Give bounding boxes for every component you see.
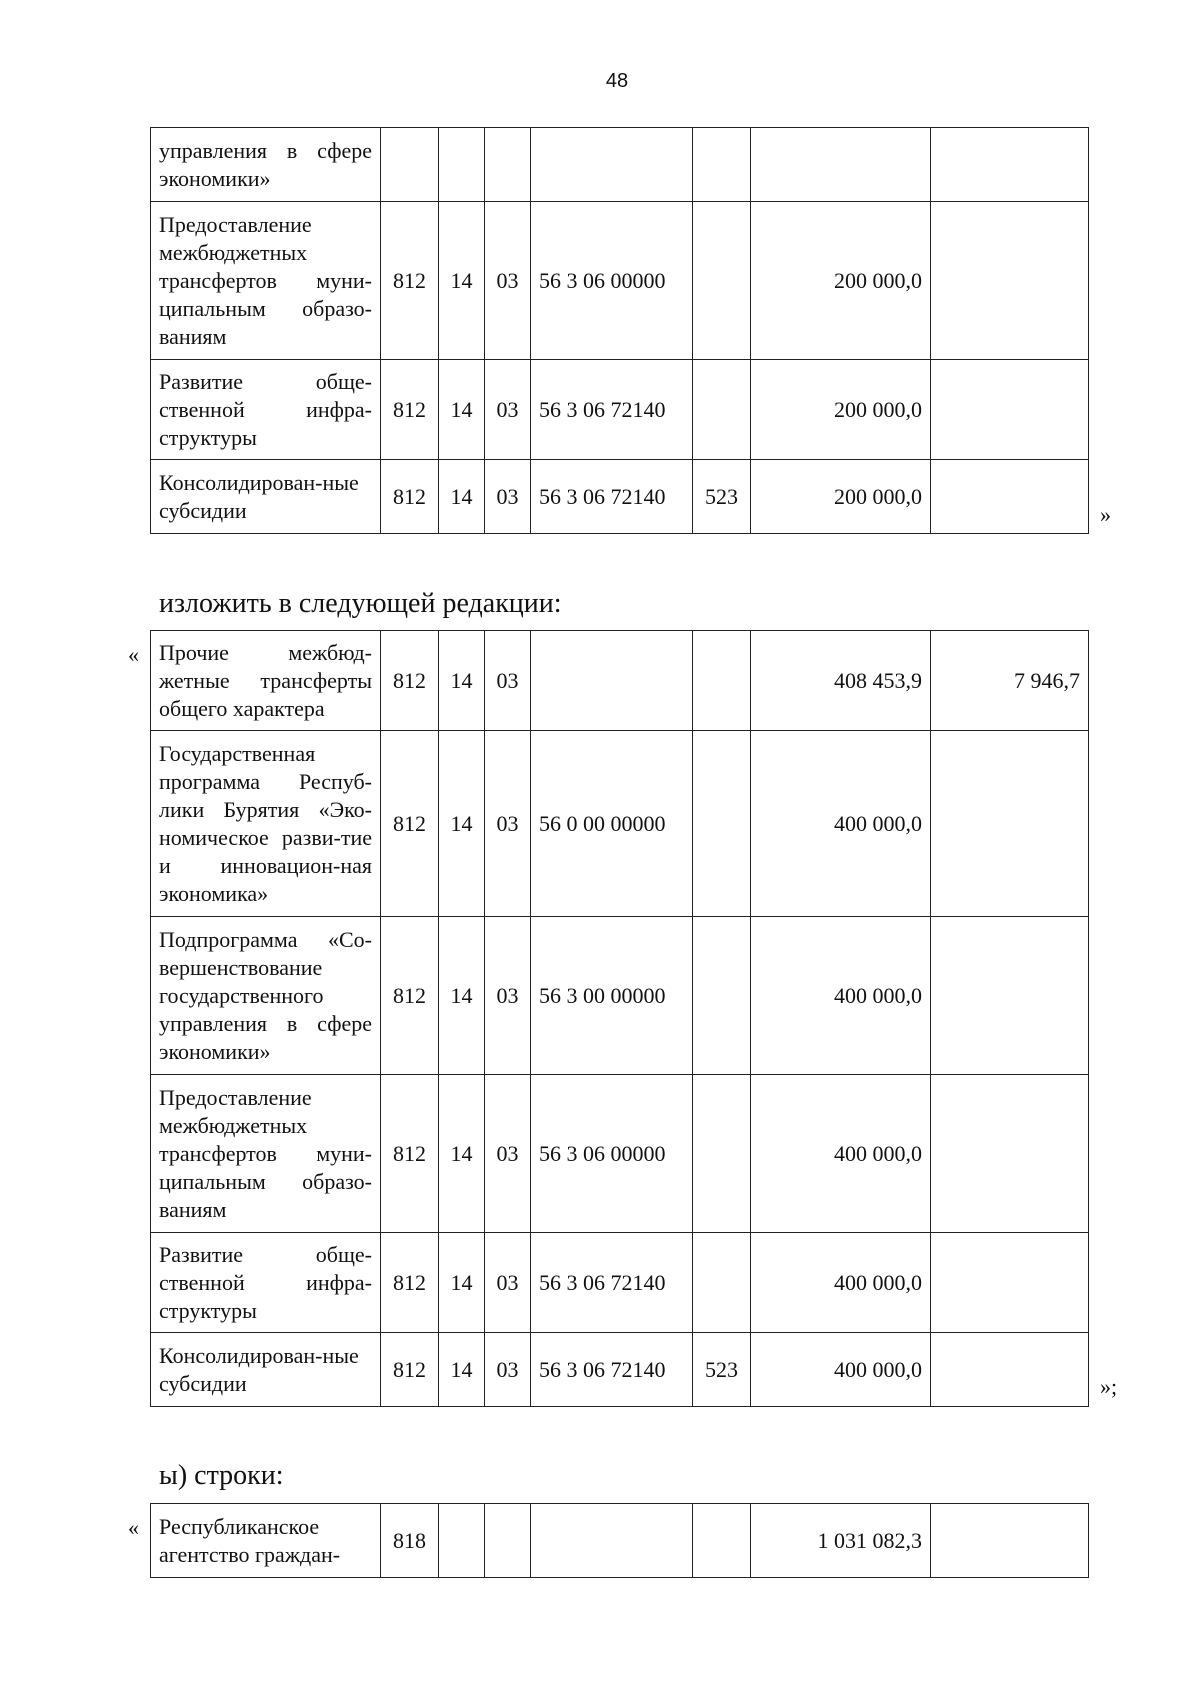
cell-vr: 523 [693, 1333, 751, 1407]
cell-ved: 818 [381, 1504, 439, 1578]
cell-vr [693, 360, 751, 460]
row-name: Государственная программа Респуб-лики Бурятия «Эко-номическое разви-тие и инновацион-ная экономика» [151, 731, 381, 917]
table-row [151, 1333, 1089, 1407]
row-name: Предоставление межбюджетных трансфертов муни-ципальным образо-ваниям [151, 202, 381, 360]
cell-pr: 03 [485, 460, 531, 534]
cell-sum [751, 128, 931, 202]
cell-csr: 56 3 06 00000 [531, 1075, 693, 1233]
cell-sum: 408 453,9 [751, 631, 931, 731]
cell-ved: 812 [381, 917, 439, 1075]
section-heading-rows: ы) строки: [159, 1460, 284, 1491]
cell-csr: 56 3 06 72140 [531, 460, 693, 534]
row-name: Развитие обще-ственной инфра-структуры [151, 360, 381, 460]
cell-rz: 14 [439, 1075, 485, 1233]
table-row [151, 202, 1089, 360]
opening-quote: « [128, 642, 139, 667]
cell-pr: 03 [485, 631, 531, 731]
cell-vr [693, 731, 751, 917]
row-name: Консолидирован-ные субсидии [151, 1333, 381, 1407]
table-row [151, 1504, 1089, 1578]
cell-ved: 812 [381, 360, 439, 460]
cell-sum-2: 7 946,7 [931, 631, 1089, 731]
cell-rz [439, 1504, 485, 1578]
cell-sum-2 [931, 731, 1089, 917]
cell-sum-2 [931, 917, 1089, 1075]
cell-ved [381, 128, 439, 202]
cell-sum: 400 000,0 [751, 1333, 931, 1407]
table-row [151, 1233, 1089, 1333]
cell-ved: 812 [381, 731, 439, 917]
table-row [151, 360, 1089, 460]
cell-vr [693, 1504, 751, 1578]
budget-table-new [150, 630, 1089, 1407]
cell-pr [485, 128, 531, 202]
table-row [151, 128, 1089, 202]
row-name: Предоставление межбюджетных трансфертов муни-ципальным образо-ваниям [151, 1075, 381, 1233]
closing-quote: » [1100, 502, 1111, 527]
cell-csr: 56 3 06 72140 [531, 1233, 693, 1333]
cell-sum-2 [931, 1075, 1089, 1233]
cell-rz: 14 [439, 460, 485, 534]
cell-sum-2 [931, 1233, 1089, 1333]
cell-sum-2 [931, 202, 1089, 360]
cell-vr [693, 202, 751, 360]
budget-table-previous [150, 127, 1089, 534]
cell-rz: 14 [439, 1333, 485, 1407]
cell-sum: 1 031 082,3 [751, 1504, 931, 1578]
cell-ved: 812 [381, 631, 439, 731]
cell-pr: 03 [485, 917, 531, 1075]
row-name: Подпрограмма «Со-вершенствование государственного управления в сфере экономики» [151, 917, 381, 1075]
cell-ved: 812 [381, 1333, 439, 1407]
cell-ved: 812 [381, 460, 439, 534]
cell-csr [531, 128, 693, 202]
cell-sum: 200 000,0 [751, 202, 931, 360]
cell-csr: 56 3 06 72140 [531, 360, 693, 460]
cell-ved: 812 [381, 1233, 439, 1333]
cell-sum: 200 000,0 [751, 460, 931, 534]
cell-vr [693, 1075, 751, 1233]
cell-csr: 56 3 06 72140 [531, 1333, 693, 1407]
cell-csr: 56 0 00 00000 [531, 731, 693, 917]
cell-vr [693, 128, 751, 202]
table-row [151, 917, 1089, 1075]
table-row [151, 731, 1089, 917]
cell-sum-2 [931, 1504, 1089, 1578]
cell-sum: 400 000,0 [751, 731, 931, 917]
row-name: управления в сфере экономики» [151, 128, 381, 202]
opening-quote: « [128, 1515, 139, 1540]
cell-pr: 03 [485, 1333, 531, 1407]
cell-csr [531, 631, 693, 731]
cell-rz [439, 128, 485, 202]
cell-pr: 03 [485, 202, 531, 360]
cell-pr: 03 [485, 731, 531, 917]
cell-pr: 03 [485, 1075, 531, 1233]
cell-pr: 03 [485, 360, 531, 460]
row-name: Республиканское агентство граждан- [151, 1504, 381, 1578]
cell-vr [693, 917, 751, 1075]
budget-table-agency [150, 1503, 1089, 1578]
cell-sum-2 [931, 460, 1089, 534]
cell-sum: 400 000,0 [751, 1075, 931, 1233]
cell-vr [693, 1233, 751, 1333]
cell-sum: 200 000,0 [751, 360, 931, 460]
page-number: 48 [605, 70, 629, 92]
cell-csr: 56 3 00 00000 [531, 917, 693, 1075]
table-row [151, 460, 1089, 534]
cell-sum: 400 000,0 [751, 1233, 931, 1333]
closing-quote: »; [1100, 1374, 1118, 1399]
cell-pr: 03 [485, 1233, 531, 1333]
row-name: Прочие межбюд-жетные трансферты общего характера [151, 631, 381, 731]
cell-pr [485, 1504, 531, 1578]
cell-rz: 14 [439, 1233, 485, 1333]
cell-rz: 14 [439, 731, 485, 917]
cell-sum-2 [931, 1333, 1089, 1407]
cell-csr: 56 3 06 00000 [531, 202, 693, 360]
cell-sum: 400 000,0 [751, 917, 931, 1075]
table-row [151, 631, 1089, 731]
cell-rz: 14 [439, 631, 485, 731]
cell-sum-2 [931, 360, 1089, 460]
cell-ved: 812 [381, 1075, 439, 1233]
row-name: Консолидирован-ные субсидии [151, 460, 381, 534]
cell-vr [693, 631, 751, 731]
cell-rz: 14 [439, 917, 485, 1075]
cell-rz: 14 [439, 360, 485, 460]
cell-ved: 812 [381, 202, 439, 360]
cell-rz: 14 [439, 202, 485, 360]
cell-csr [531, 1504, 693, 1578]
row-name: Развитие обще-ственной инфра-структуры [151, 1233, 381, 1333]
section-heading-new-edition: изложить в следующей редакции: [159, 588, 562, 619]
cell-vr: 523 [693, 460, 751, 534]
table-row [151, 1075, 1089, 1233]
cell-sum-2 [931, 128, 1089, 202]
